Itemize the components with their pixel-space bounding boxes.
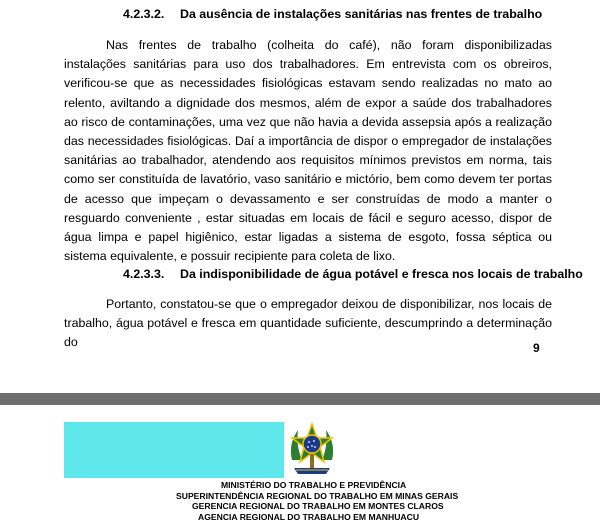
redacted-block (64, 422, 284, 478)
header-line-superintendency: SUPERINTENDÊNCIA REGIONAL DO TRABALHO EM MINAS GERAIS (176, 490, 459, 501)
section-paragraph-2 (64, 295, 552, 353)
section-paragraph-1 (64, 36, 552, 266)
section-number: 4.2.3.2. (123, 7, 165, 21)
section-heading-4-2-3-3 (123, 267, 583, 281)
header-line-agency: AGENCIA REGIONAL DO TRABALHO EM MANHUACU (198, 511, 420, 522)
paragraph-text: Portanto, constatou-se que o empregador deixou de disponibilizar, nos locais de trabalho, água potável e fresca em quantidade suficiente, descumprindo a determinação do (64, 297, 552, 350)
paragraph-text: Nas frentes de trabalho (colheita do café), não foram disponibilizadas instalações sanitárias para uso dos trabalhadores. Em entrevista com os obreiros, verificou-se que as necessidades fisiológicas estavam sendo realizadas no mato ao relento, aviltando a dignidade dos mesmos, além de expor a saúde dos trabalhadores ao risco de contaminações, uma vez que não havia a devida assepsia após a realização das necessidades fisiológicas. Daí a importância de dispor o empregador de instalações sanitárias ao trabalhador, atendendo aos requisitos mínimos previstos em norma, tais como ser constituída de lavatório, vaso sanitário e mictório, bem como devem ter portas de acesso que impeçam o devassamento e ser construídas de modo a manter o resguardo conveniente , estar situadas em locais de fácil e seguro acesso, dispor de água limpa e papel higiênico, estar ligadas a sistema de esgoto, fossa séptica ou sistema equivalente, e possuir recipiente para coleta de lixo. (64, 38, 552, 264)
page-separator (0, 393, 600, 405)
page-number: 9 (533, 341, 540, 355)
coat-of-arms-icon (286, 420, 338, 480)
section-number: 4.2.3.3. (123, 267, 165, 281)
institution-header (160, 480, 459, 522)
header-line-management: GERENCIA REGIONAL DO TRABALHO EM MONTES CLAROS (192, 501, 444, 511)
section-title: Da indisponibilidade de água potável e fresca nos locais de trabalho (180, 267, 583, 281)
next-page-header (0, 405, 600, 522)
section-heading-4-2-3-2 (123, 7, 542, 21)
section-title: Da ausência de instalações sanitárias nas frentes de trabalho (180, 7, 543, 21)
header-line-ministry: MINISTÉRIO DO TRABALHO E PREVIDÊNCIA (221, 480, 407, 490)
